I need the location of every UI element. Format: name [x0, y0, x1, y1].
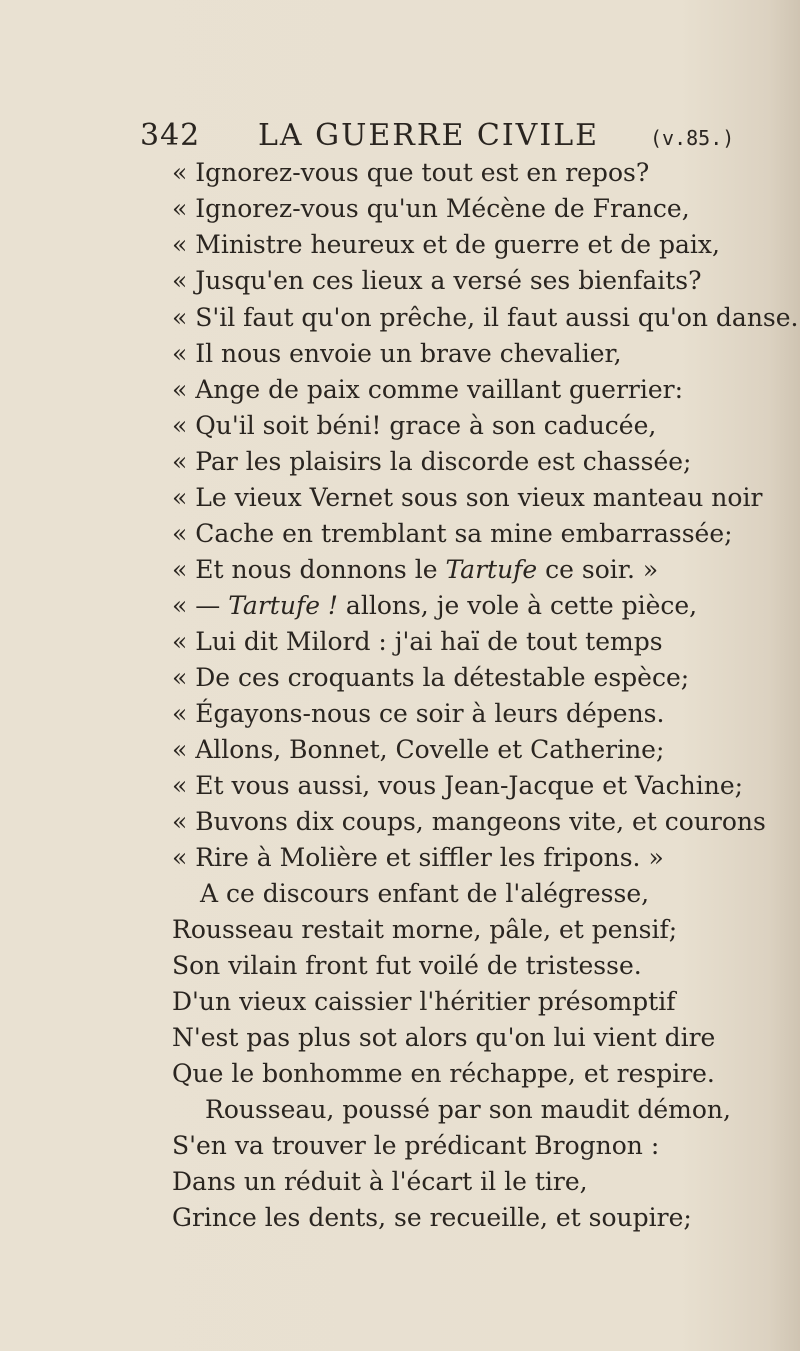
verse-line	[172, 552, 658, 588]
verse-line: Grince les dents, se recueille, et soupire;	[172, 1203, 692, 1232]
verse-line: Son vilain front fut voilé de tristesse.	[172, 951, 642, 980]
verse-line: D'un vieux caissier l'héritier présomptif	[172, 987, 676, 1016]
verse-line	[172, 588, 697, 624]
verse-line: S'en va trouver le prédicant Brognon :	[172, 1131, 660, 1160]
verse-line: « Jusqu'en ces lieux a versé ses bienfaits?	[172, 266, 702, 295]
verse-line: « Cache en tremblant sa mine embarrassée;	[172, 519, 733, 548]
verse-line: « De ces croquants la détestable espèce;	[172, 663, 690, 692]
verse-line: Que le bonhomme en réchappe, et respire.	[172, 1059, 715, 1088]
line-text: « —	[172, 591, 229, 620]
verse-line: « Rire à Molière et siffler les fripons. »	[172, 843, 664, 872]
page-number: 342	[140, 118, 201, 153]
verse-line: N'est pas plus sot alors qu'on lui vient dire	[172, 1023, 716, 1052]
running-title: LA GUERRE CIVILE	[258, 118, 600, 153]
verse-line: « Lui dit Milord : j'ai haï de tout temps	[172, 627, 663, 656]
verse-line: A ce discours enfant de l'alégresse,	[200, 879, 650, 908]
verse-line: « Ministre heureux et de guerre et de paix,	[172, 230, 720, 259]
line-text: ce soir. »	[537, 555, 659, 584]
verse-line: Dans un réduit à l'écart il le tire,	[172, 1167, 588, 1196]
verse-line: « Égayons-nous ce soir à leurs dépens.	[172, 699, 665, 728]
verse-line: « Qu'il soit béni! grace à son caducée,	[172, 411, 657, 440]
verse-line: « Ange de paix comme vaillant guerrier:	[172, 375, 684, 404]
italic-title: Tartufe	[445, 555, 538, 584]
page-header	[0, 118, 800, 158]
verse-line: « Le vieux Vernet sous son vieux manteau noir	[172, 483, 763, 512]
verse-line: « Ignorez-vous qu'un Mécène de France,	[172, 194, 690, 223]
verse-line: « Ignorez-vous que tout est en repos?	[172, 158, 650, 187]
line-text: « Et nous donnons le	[172, 555, 446, 584]
verse-line: « Il nous envoie un brave chevalier,	[172, 339, 622, 368]
verse-line: « S'il faut qu'on prêche, il faut aussi qu'on danse.	[172, 303, 799, 332]
verse-line: Rousseau restait morne, pâle, et pensif;	[172, 915, 678, 944]
verse-line: « Par les plaisirs la discorde est chassée;	[172, 447, 692, 476]
verse-line: « Buvons dix coups, mangeons vite, et courons	[172, 807, 766, 836]
line-text: allons, je vole à cette pièce,	[337, 591, 698, 620]
verse-line: Rousseau, poussé par son maudit démon,	[205, 1095, 731, 1124]
verse-line: « Et vous aussi, vous Jean-Jacque et Vachine;	[172, 771, 744, 800]
verse-reference: (v.85.)	[650, 126, 735, 150]
verse-line: « Allons, Bonnet, Covelle et Catherine;	[172, 735, 665, 764]
italic-title: Tartufe !	[228, 591, 338, 620]
